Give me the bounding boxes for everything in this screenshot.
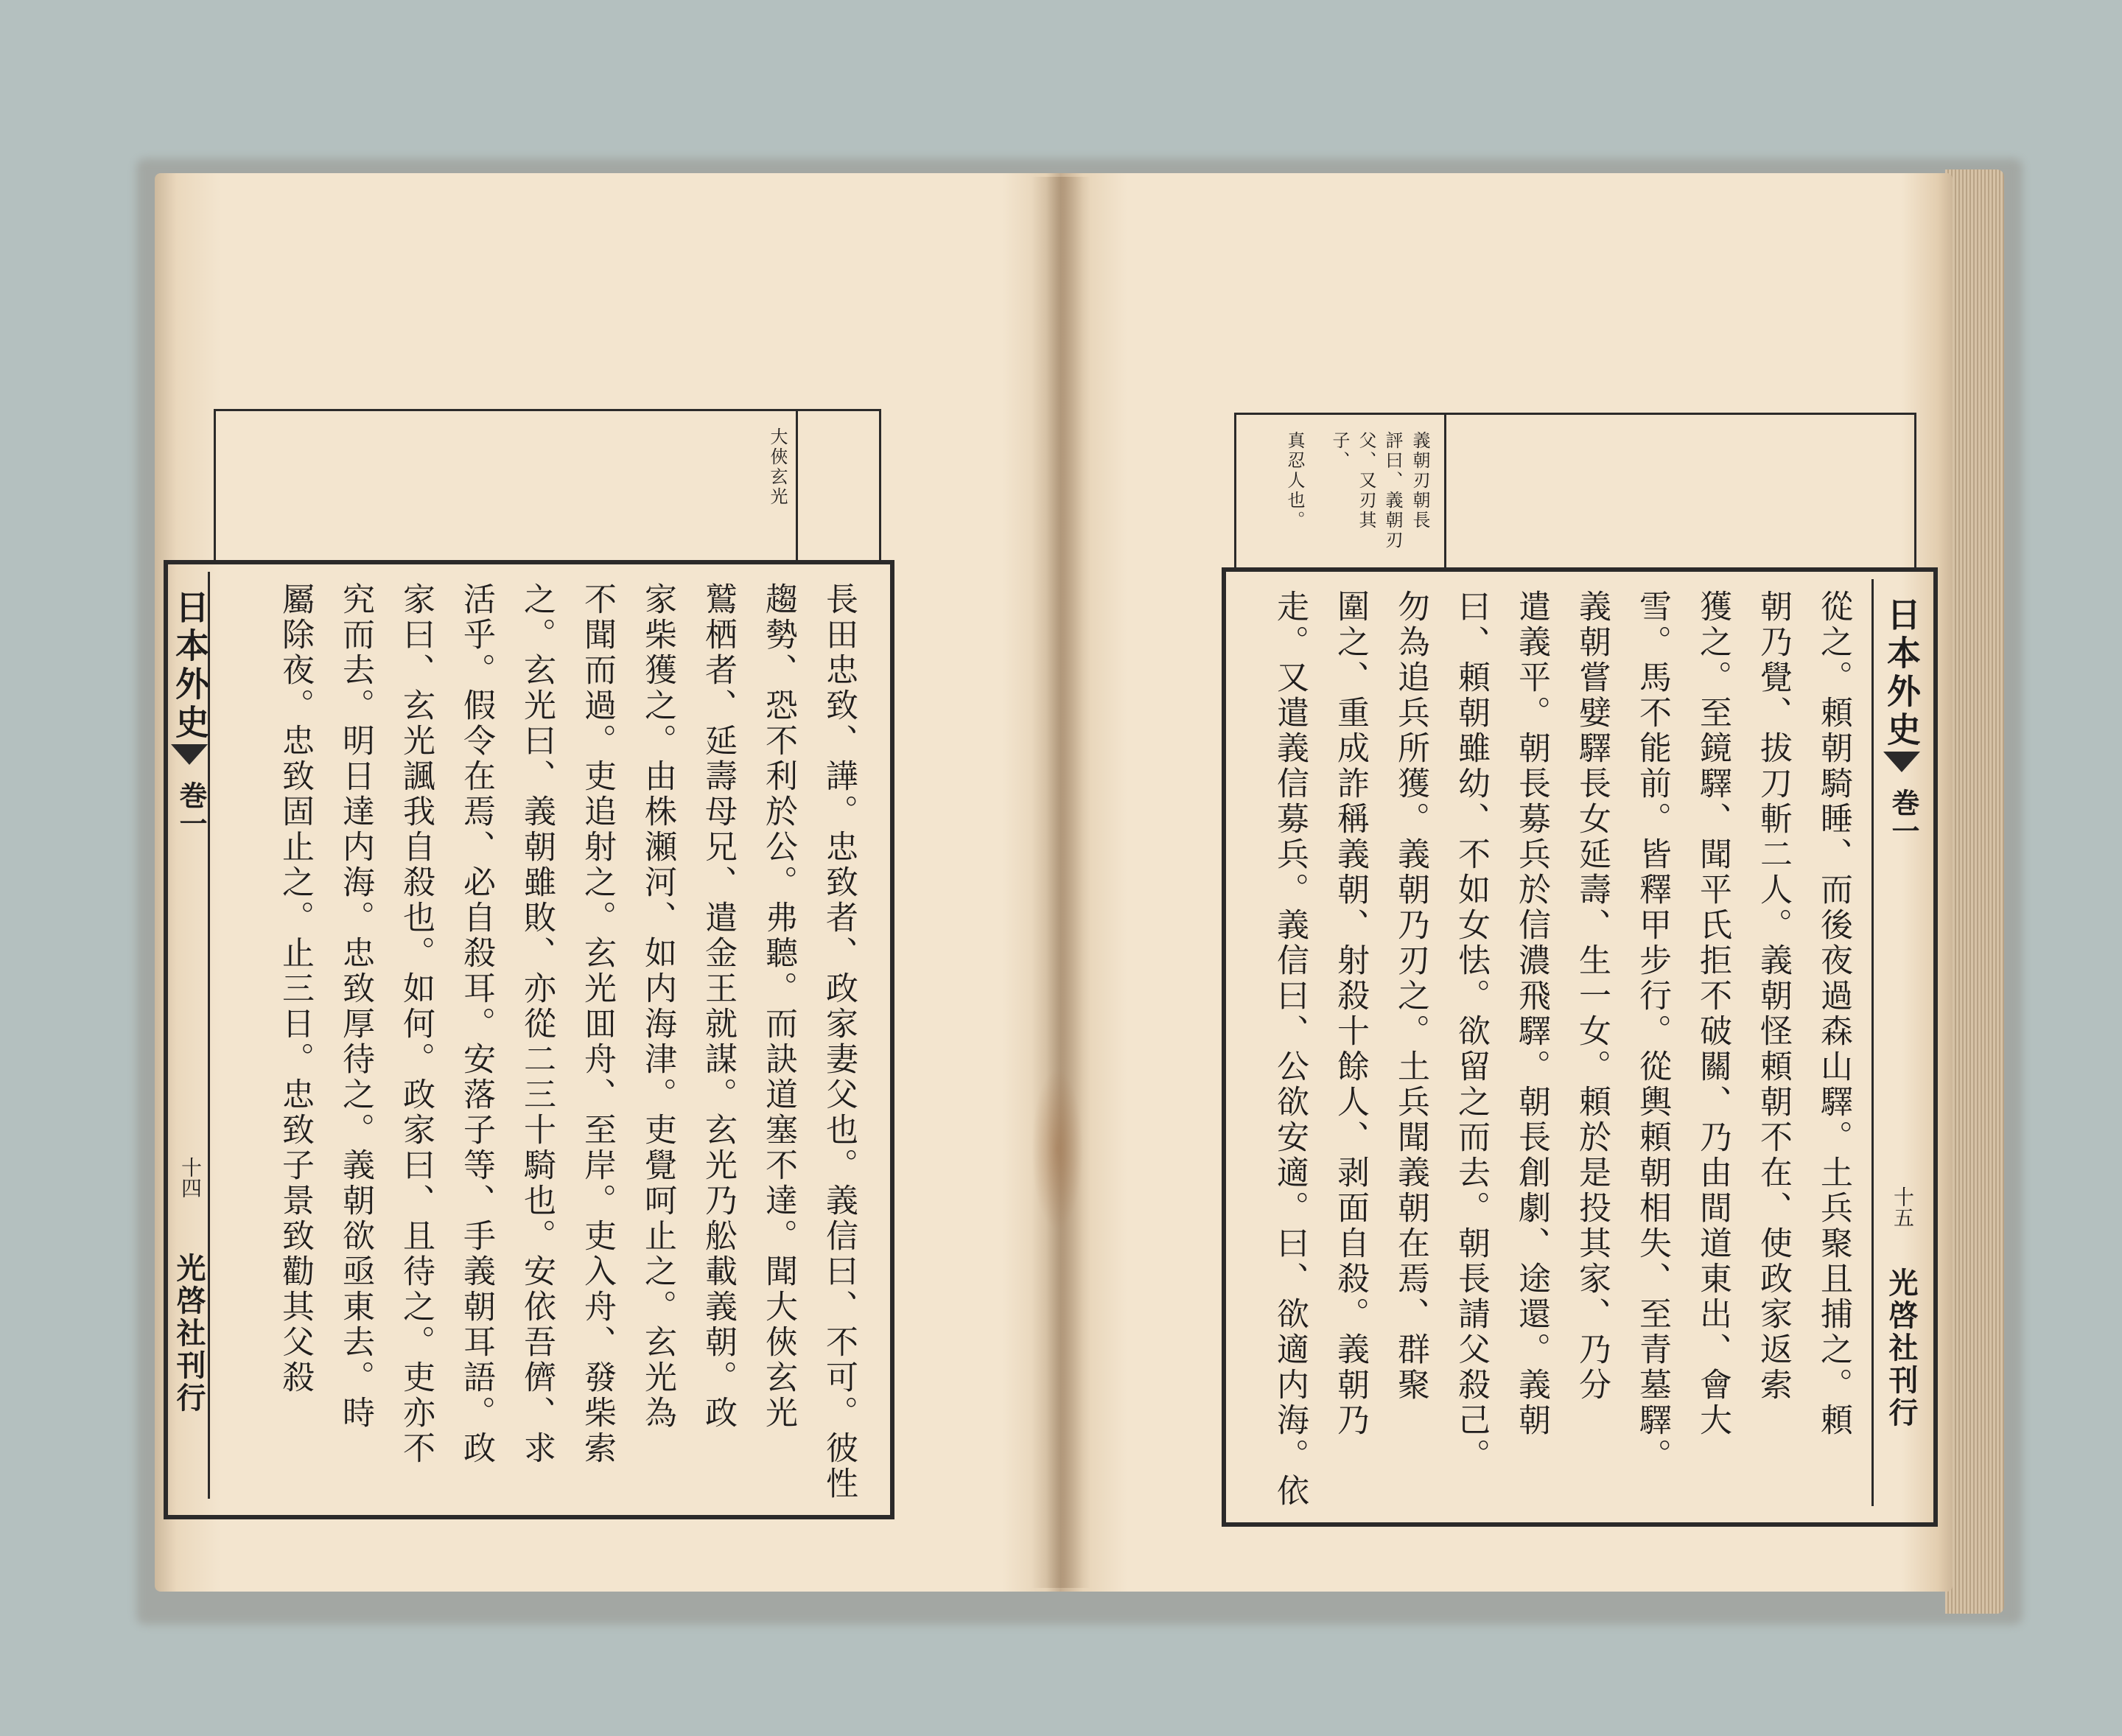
right-col-7: 曰、頼朝雖幼、不如女怯。欲留之而去。朝長請父殺己。 [1452,589,1490,1474]
left-col-10: 屬除夜。忠致固止之。止三日。忠致子景致勸其父殺 [276,582,314,1396]
right-col-9: 圍之、重成詐稱義朝、射殺十餘人、剥面自殺。義朝乃 [1331,589,1369,1438]
left-col-7: 活乎。假令在焉、必自殺耳。安落子等、手義朝耳語。政 [458,582,495,1466]
left-header-divider [796,409,798,560]
right-spine-page: 十五 [1891,1186,1915,1228]
left-col-8: 家曰、玄光諷我自殺也。如何。政家曰、且待之。吏亦不 [397,582,435,1466]
right-fish-tail-mark [1883,752,1920,772]
right-inner-rule [1871,579,1874,1506]
left-col-4: 家柴獲之。由株瀬河、如内海津。吏覺呵止之。玄光為 [639,582,676,1431]
right-spine-volume: 巻一 [1887,788,1920,844]
left-col-1: 長田忠致、譁。忠致者、政家妻父也。義信曰、不可。彼性 [820,582,858,1502]
right-col-2: 朝乃覺、拔刀斬二人。義朝怪頼朝不在、使政家返索 [1754,589,1792,1403]
book-gutter [1032,177,1090,1588]
right-col-3: 獲之。至鏡驛、聞平氏拒不破關、乃由間道東出、會大 [1694,589,1731,1438]
right-col-1: 從之。頼朝騎睡、而後夜過森山驛。土兵聚且捕之。頼 [1815,589,1852,1438]
left-spine-page: 十四 [178,1157,203,1198]
right-col-8: 勿為追兵所獲。義朝乃刃之。土兵聞義朝在焉、群聚 [1392,589,1429,1403]
left-col-6: 之。玄光曰、義朝雖敗、亦從二三十騎也。安依吾儕、求 [518,582,556,1466]
left-col-9: 究而去。明日達内海。忠致厚待之。義朝欲亟東去。時 [337,582,374,1431]
right-col-4: 雪。馬不能前。皆釋甲步行。從輿頼朝相失、至青墓驛。 [1633,589,1671,1474]
page-edges [1945,169,2004,1614]
left-header-note: 大俠玄光 [767,427,788,507]
right-header-note-1: 義朝刃朝長 [1410,431,1430,531]
left-spine-publisher: 光啓社刊行 [172,1253,206,1415]
right-col-10: 走。又遣義信募兵。義信曰、公欲安適。曰、欲適内海。依 [1271,589,1309,1509]
right-spine-publisher: 光啓社刊行 [1884,1267,1919,1429]
right-header-note-3: 真忍人也。 [1284,431,1305,531]
left-fish-tail-mark [171,744,208,765]
left-col-2: 趨勢、恐不利於公。弗聽。而訣道塞不達。聞大俠玄光 [760,582,797,1431]
right-header-divider [1444,413,1446,567]
gutter-stain [1032,1068,1083,1231]
left-col-3: 鷲栖者、延壽母兄、遣金王就謀。玄光乃舩載義朝。政 [699,582,737,1431]
right-header-note-2: 評曰、義朝刃父、又刃其子、 [1329,431,1403,550]
left-col-5: 不聞而過。吏追射之。玄光囬舟、至岸。吏入舟、發柴索 [578,582,616,1466]
right-col-6: 遣義平。朝長募兵於信濃飛驛。朝長創劇、途還。義朝 [1513,589,1550,1438]
left-spine-title: 日本外史 [170,589,210,743]
right-spine-title: 日本外史 [1882,597,1922,750]
left-spine-volume: 巻一 [175,781,208,837]
right-col-5: 義朝嘗嬖驛長女延壽、生一女。頼於是投其家、乃分 [1573,589,1611,1403]
